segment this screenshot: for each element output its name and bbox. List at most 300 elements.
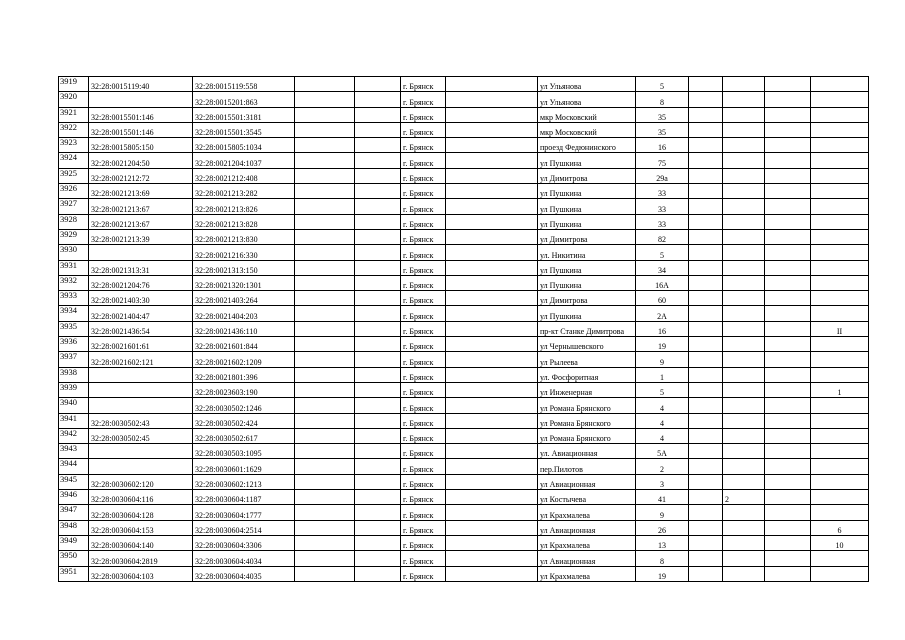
empty-cell	[295, 413, 355, 428]
cadastral-land-number: 32:28:0015501:146	[89, 107, 193, 122]
empty-cell	[295, 138, 355, 153]
empty-cell	[689, 77, 723, 92]
house-number-cell: 19	[636, 566, 689, 581]
city-cell: г. Брянск	[401, 535, 446, 550]
empty-cell	[689, 122, 723, 137]
row-number: 3936	[59, 337, 89, 352]
empty-cell	[765, 367, 811, 382]
empty-cell	[765, 321, 811, 336]
table-row	[59, 520, 869, 535]
empty-cell	[295, 535, 355, 550]
table-row	[59, 214, 869, 229]
house-number-cell: 60	[636, 291, 689, 306]
letter-cell	[811, 275, 869, 290]
empty-cell	[765, 505, 811, 520]
empty-cell	[689, 245, 723, 260]
cadastral-building-number: 32:28:0021320:1301	[193, 275, 295, 290]
empty-cell	[446, 77, 538, 92]
empty-cell	[446, 520, 538, 535]
empty-cell	[446, 398, 538, 413]
empty-cell	[295, 77, 355, 92]
house-number-cell: 33	[636, 214, 689, 229]
city-cell: г. Брянск	[401, 505, 446, 520]
empty-cell	[295, 337, 355, 352]
empty-cell	[295, 245, 355, 260]
empty-cell	[295, 398, 355, 413]
cadastral-land-number: 32:28:0030604:103	[89, 566, 193, 581]
letter-cell	[811, 260, 869, 275]
empty-cell	[355, 229, 401, 244]
empty-cell	[295, 92, 355, 107]
empty-cell	[355, 321, 401, 336]
cadastral-land-number	[89, 398, 193, 413]
street-cell: ул Чернышевского	[538, 337, 636, 352]
empty-cell	[689, 382, 723, 397]
city-cell: г. Брянск	[401, 367, 446, 382]
letter-cell	[811, 505, 869, 520]
empty-cell	[446, 535, 538, 550]
city-cell: г. Брянск	[401, 337, 446, 352]
row-number: 3945	[59, 474, 89, 489]
empty-cell	[689, 535, 723, 550]
table-row	[59, 352, 869, 367]
empty-cell	[689, 107, 723, 122]
building-cell	[723, 551, 765, 566]
empty-cell	[295, 505, 355, 520]
building-cell	[723, 459, 765, 474]
row-number: 3922	[59, 122, 89, 137]
cadastral-building-number: 32:28:0030602:1213	[193, 474, 295, 489]
cadastral-building-number: 32:28:0021212:408	[193, 168, 295, 183]
street-cell: ул Пушкина	[538, 275, 636, 290]
cadastral-building-number: 32:28:0015501:3545	[193, 122, 295, 137]
city-cell: г. Брянск	[401, 398, 446, 413]
house-number-cell: 5	[636, 77, 689, 92]
building-cell	[723, 184, 765, 199]
cadastral-building-number: 32:28:0030502:1246	[193, 398, 295, 413]
house-number-cell: 3	[636, 474, 689, 489]
house-number-cell: 5	[636, 382, 689, 397]
building-cell	[723, 122, 765, 137]
building-cell	[723, 413, 765, 428]
table-row	[59, 275, 869, 290]
empty-cell	[689, 184, 723, 199]
row-number: 3919	[59, 77, 89, 92]
cadastral-land-number: 32:28:0021213:67	[89, 214, 193, 229]
city-cell: г. Брянск	[401, 490, 446, 505]
empty-cell	[295, 214, 355, 229]
letter-cell: 1	[811, 382, 869, 397]
building-cell	[723, 337, 765, 352]
cadastral-land-number: 32:28:0030502:45	[89, 428, 193, 443]
empty-cell	[355, 505, 401, 520]
cadastral-building-number: 32:28:0021436:110	[193, 321, 295, 336]
house-number-cell: 33	[636, 199, 689, 214]
row-number: 3927	[59, 199, 89, 214]
row-number: 3920	[59, 92, 89, 107]
cadastral-land-number: 32:28:0030604:116	[89, 490, 193, 505]
row-number: 3949	[59, 535, 89, 550]
row-number: 3940	[59, 398, 89, 413]
empty-cell	[355, 382, 401, 397]
city-cell: г. Брянск	[401, 184, 446, 199]
city-cell: г. Брянск	[401, 199, 446, 214]
house-number-cell: 35	[636, 122, 689, 137]
empty-cell	[765, 428, 811, 443]
empty-cell	[765, 352, 811, 367]
city-cell: г. Брянск	[401, 444, 446, 459]
empty-cell	[689, 459, 723, 474]
table-row	[59, 566, 869, 581]
city-cell: г. Брянск	[401, 291, 446, 306]
row-number: 3941	[59, 413, 89, 428]
letter-cell	[811, 474, 869, 489]
row-number: 3930	[59, 245, 89, 260]
building-cell	[723, 428, 765, 443]
empty-cell	[446, 505, 538, 520]
city-cell: г. Брянск	[401, 153, 446, 168]
empty-cell	[295, 321, 355, 336]
empty-cell	[689, 352, 723, 367]
building-cell	[723, 245, 765, 260]
empty-cell	[355, 428, 401, 443]
building-cell	[723, 168, 765, 183]
empty-cell	[295, 551, 355, 566]
table-row	[59, 367, 869, 382]
empty-cell	[689, 214, 723, 229]
empty-cell	[355, 306, 401, 321]
row-number: 3921	[59, 107, 89, 122]
letter-cell	[811, 306, 869, 321]
street-cell: ул Романа Брянского	[538, 413, 636, 428]
street-cell: ул Костычева	[538, 490, 636, 505]
empty-cell	[689, 490, 723, 505]
letter-cell	[811, 459, 869, 474]
row-number: 3923	[59, 138, 89, 153]
empty-cell	[765, 229, 811, 244]
empty-cell	[446, 214, 538, 229]
house-number-cell: 9	[636, 352, 689, 367]
cadastral-building-number: 32:28:0030503:1095	[193, 444, 295, 459]
city-cell: г. Брянск	[401, 566, 446, 581]
empty-cell	[446, 275, 538, 290]
house-number-cell: 8	[636, 551, 689, 566]
empty-cell	[689, 444, 723, 459]
empty-cell	[355, 459, 401, 474]
table-row	[59, 382, 869, 397]
building-cell	[723, 291, 765, 306]
empty-cell	[355, 168, 401, 183]
empty-cell	[355, 367, 401, 382]
empty-cell	[355, 153, 401, 168]
empty-cell	[689, 138, 723, 153]
table-row	[59, 229, 869, 244]
empty-cell	[295, 490, 355, 505]
city-cell: г. Брянск	[401, 428, 446, 443]
street-cell: ул Пушкина	[538, 199, 636, 214]
cadastral-building-number: 32:28:0023603:190	[193, 382, 295, 397]
empty-cell	[765, 184, 811, 199]
city-cell: г. Брянск	[401, 107, 446, 122]
building-cell	[723, 352, 765, 367]
building-cell	[723, 275, 765, 290]
street-cell: ул Крахмалева	[538, 535, 636, 550]
cadastral-land-number	[89, 459, 193, 474]
cadastral-building-number: 32:28:0030601:1629	[193, 459, 295, 474]
cadastral-building-number: 32:28:0030604:1187	[193, 490, 295, 505]
house-number-cell: 8	[636, 92, 689, 107]
house-number-cell: 75	[636, 153, 689, 168]
empty-cell	[446, 153, 538, 168]
cadastral-land-number: 32:28:0030602:120	[89, 474, 193, 489]
cadastral-building-number: 32:28:0030502:424	[193, 413, 295, 428]
cadastral-building-number: 32:28:0021213:826	[193, 199, 295, 214]
city-cell: г. Брянск	[401, 382, 446, 397]
table-row	[59, 413, 869, 428]
cadastral-building-number: 32:28:0030604:1777	[193, 505, 295, 520]
empty-cell	[446, 92, 538, 107]
street-cell: ул Пушкина	[538, 260, 636, 275]
cadastral-land-number	[89, 367, 193, 382]
empty-cell	[295, 444, 355, 459]
street-cell: ул Димитрова	[538, 291, 636, 306]
row-number: 3943	[59, 444, 89, 459]
empty-cell	[446, 352, 538, 367]
empty-cell	[689, 505, 723, 520]
empty-cell	[446, 260, 538, 275]
row-number: 3937	[59, 352, 89, 367]
city-cell: г. Брянск	[401, 306, 446, 321]
empty-cell	[689, 474, 723, 489]
empty-cell	[689, 337, 723, 352]
letter-cell	[811, 398, 869, 413]
street-cell: ул Пушкина	[538, 153, 636, 168]
empty-cell	[446, 184, 538, 199]
building-cell	[723, 566, 765, 581]
city-cell: г. Брянск	[401, 92, 446, 107]
cadastral-land-number: 32:28:0030604:153	[89, 520, 193, 535]
empty-cell	[355, 444, 401, 459]
city-cell: г. Брянск	[401, 474, 446, 489]
street-cell: ул Ульянова	[538, 77, 636, 92]
empty-cell	[765, 459, 811, 474]
empty-cell	[295, 520, 355, 535]
house-number-cell: 2	[636, 459, 689, 474]
empty-cell	[295, 260, 355, 275]
empty-cell	[765, 214, 811, 229]
letter-cell: 6	[811, 520, 869, 535]
cadastral-land-number: 32:28:0030604:128	[89, 505, 193, 520]
empty-cell	[295, 107, 355, 122]
letter-cell	[811, 199, 869, 214]
cadastral-land-number	[89, 382, 193, 397]
row-number: 3924	[59, 153, 89, 168]
empty-cell	[765, 107, 811, 122]
letter-cell	[811, 122, 869, 137]
empty-cell	[355, 260, 401, 275]
street-cell: ул Инженерная	[538, 382, 636, 397]
row-number: 3942	[59, 428, 89, 443]
letter-cell	[811, 229, 869, 244]
cadastral-building-number: 32:28:0021601:844	[193, 337, 295, 352]
empty-cell	[446, 122, 538, 137]
street-cell: мкр Московский	[538, 122, 636, 137]
row-number: 3951	[59, 566, 89, 581]
empty-cell	[689, 551, 723, 566]
city-cell: г. Брянск	[401, 459, 446, 474]
empty-cell	[689, 92, 723, 107]
letter-cell: 10	[811, 535, 869, 550]
cadastral-building-number: 32:28:0021213:830	[193, 229, 295, 244]
empty-cell	[355, 535, 401, 550]
empty-cell	[446, 367, 538, 382]
street-cell: ул Авиационная	[538, 551, 636, 566]
row-number: 3932	[59, 275, 89, 290]
table-row	[59, 184, 869, 199]
letter-cell	[811, 184, 869, 199]
empty-cell	[355, 92, 401, 107]
empty-cell	[355, 77, 401, 92]
table-row	[59, 505, 869, 520]
cadastral-building-number: 32:28:0021404:203	[193, 306, 295, 321]
empty-cell	[355, 245, 401, 260]
table-row	[59, 398, 869, 413]
cadastral-land-number	[89, 92, 193, 107]
row-number: 3938	[59, 367, 89, 382]
empty-cell	[689, 520, 723, 535]
letter-cell	[811, 413, 869, 428]
empty-cell	[355, 520, 401, 535]
letter-cell	[811, 566, 869, 581]
cadastral-building-number: 32:28:0015119:558	[193, 77, 295, 92]
house-number-cell: 9	[636, 505, 689, 520]
letter-cell	[811, 77, 869, 92]
empty-cell	[295, 566, 355, 581]
row-number: 3948	[59, 520, 89, 535]
street-cell: ул Авиационная	[538, 474, 636, 489]
cadastral-building-number: 32:28:0015201:863	[193, 92, 295, 107]
empty-cell	[689, 413, 723, 428]
street-cell: ул Пушкина	[538, 214, 636, 229]
cadastral-land-number: 32:28:0021213:39	[89, 229, 193, 244]
empty-cell	[689, 291, 723, 306]
empty-cell	[295, 275, 355, 290]
building-cell	[723, 321, 765, 336]
building-cell	[723, 260, 765, 275]
empty-cell	[765, 138, 811, 153]
table-row	[59, 428, 869, 443]
cadastral-building-number: 32:28:0021403:264	[193, 291, 295, 306]
city-cell: г. Брянск	[401, 122, 446, 137]
letter-cell	[811, 153, 869, 168]
empty-cell	[689, 428, 723, 443]
city-cell: г. Брянск	[401, 520, 446, 535]
cadastral-building-number: 32:28:0021213:828	[193, 214, 295, 229]
street-cell: проезд Федюнинского	[538, 138, 636, 153]
empty-cell	[295, 474, 355, 489]
empty-cell	[446, 428, 538, 443]
street-cell: ул. Никитина	[538, 245, 636, 260]
empty-cell	[689, 199, 723, 214]
table-row	[59, 444, 869, 459]
house-number-cell: 1	[636, 367, 689, 382]
empty-cell	[765, 245, 811, 260]
house-number-cell: 19	[636, 337, 689, 352]
street-cell: ул Авиационная	[538, 520, 636, 535]
letter-cell	[811, 490, 869, 505]
empty-cell	[765, 260, 811, 275]
cadastral-land-number: 32:28:0015501:146	[89, 122, 193, 137]
letter-cell	[811, 214, 869, 229]
empty-cell	[295, 352, 355, 367]
empty-cell	[765, 413, 811, 428]
city-cell: г. Брянск	[401, 260, 446, 275]
row-number: 3926	[59, 184, 89, 199]
table-row	[59, 535, 869, 550]
table-body	[59, 77, 869, 582]
empty-cell	[689, 367, 723, 382]
empty-cell	[765, 566, 811, 581]
table-row	[59, 168, 869, 183]
house-number-cell: 16А	[636, 275, 689, 290]
cadastral-building-number: 32:28:0021213:282	[193, 184, 295, 199]
house-number-cell: 5А	[636, 444, 689, 459]
empty-cell	[295, 184, 355, 199]
cadastral-land-number: 32:28:0021602:121	[89, 352, 193, 367]
empty-cell	[446, 199, 538, 214]
cadastral-land-number: 32:28:0015805:150	[89, 138, 193, 153]
empty-cell	[355, 122, 401, 137]
cadastral-building-number: 32:28:0021313:150	[193, 260, 295, 275]
table-row	[59, 199, 869, 214]
empty-cell	[355, 337, 401, 352]
cadastral-land-number: 32:28:0021213:69	[89, 184, 193, 199]
street-cell: ул Пушкина	[538, 184, 636, 199]
table-row	[59, 107, 869, 122]
letter-cell	[811, 92, 869, 107]
street-cell: ул. Авиационная	[538, 444, 636, 459]
house-number-cell: 4	[636, 428, 689, 443]
street-cell: пр-кт Станке Димитрова	[538, 321, 636, 336]
table-row	[59, 551, 869, 566]
city-cell: г. Брянск	[401, 245, 446, 260]
building-cell	[723, 214, 765, 229]
city-cell: г. Брянск	[401, 214, 446, 229]
cadastral-land-number	[89, 444, 193, 459]
building-cell	[723, 444, 765, 459]
house-number-cell: 16	[636, 138, 689, 153]
house-number-cell: 29а	[636, 168, 689, 183]
street-cell: ул. Фосфоритная	[538, 367, 636, 382]
empty-cell	[765, 291, 811, 306]
house-number-cell: 41	[636, 490, 689, 505]
empty-cell	[355, 551, 401, 566]
empty-cell	[446, 490, 538, 505]
building-cell	[723, 535, 765, 550]
row-number: 3950	[59, 551, 89, 566]
empty-cell	[295, 122, 355, 137]
empty-cell	[765, 490, 811, 505]
house-number-cell: 33	[636, 184, 689, 199]
empty-cell	[295, 459, 355, 474]
building-cell	[723, 474, 765, 489]
cadastral-land-number: 32:28:0021403:30	[89, 291, 193, 306]
building-cell: 2	[723, 490, 765, 505]
empty-cell	[446, 229, 538, 244]
table-row	[59, 306, 869, 321]
building-cell	[723, 398, 765, 413]
empty-cell	[765, 474, 811, 489]
